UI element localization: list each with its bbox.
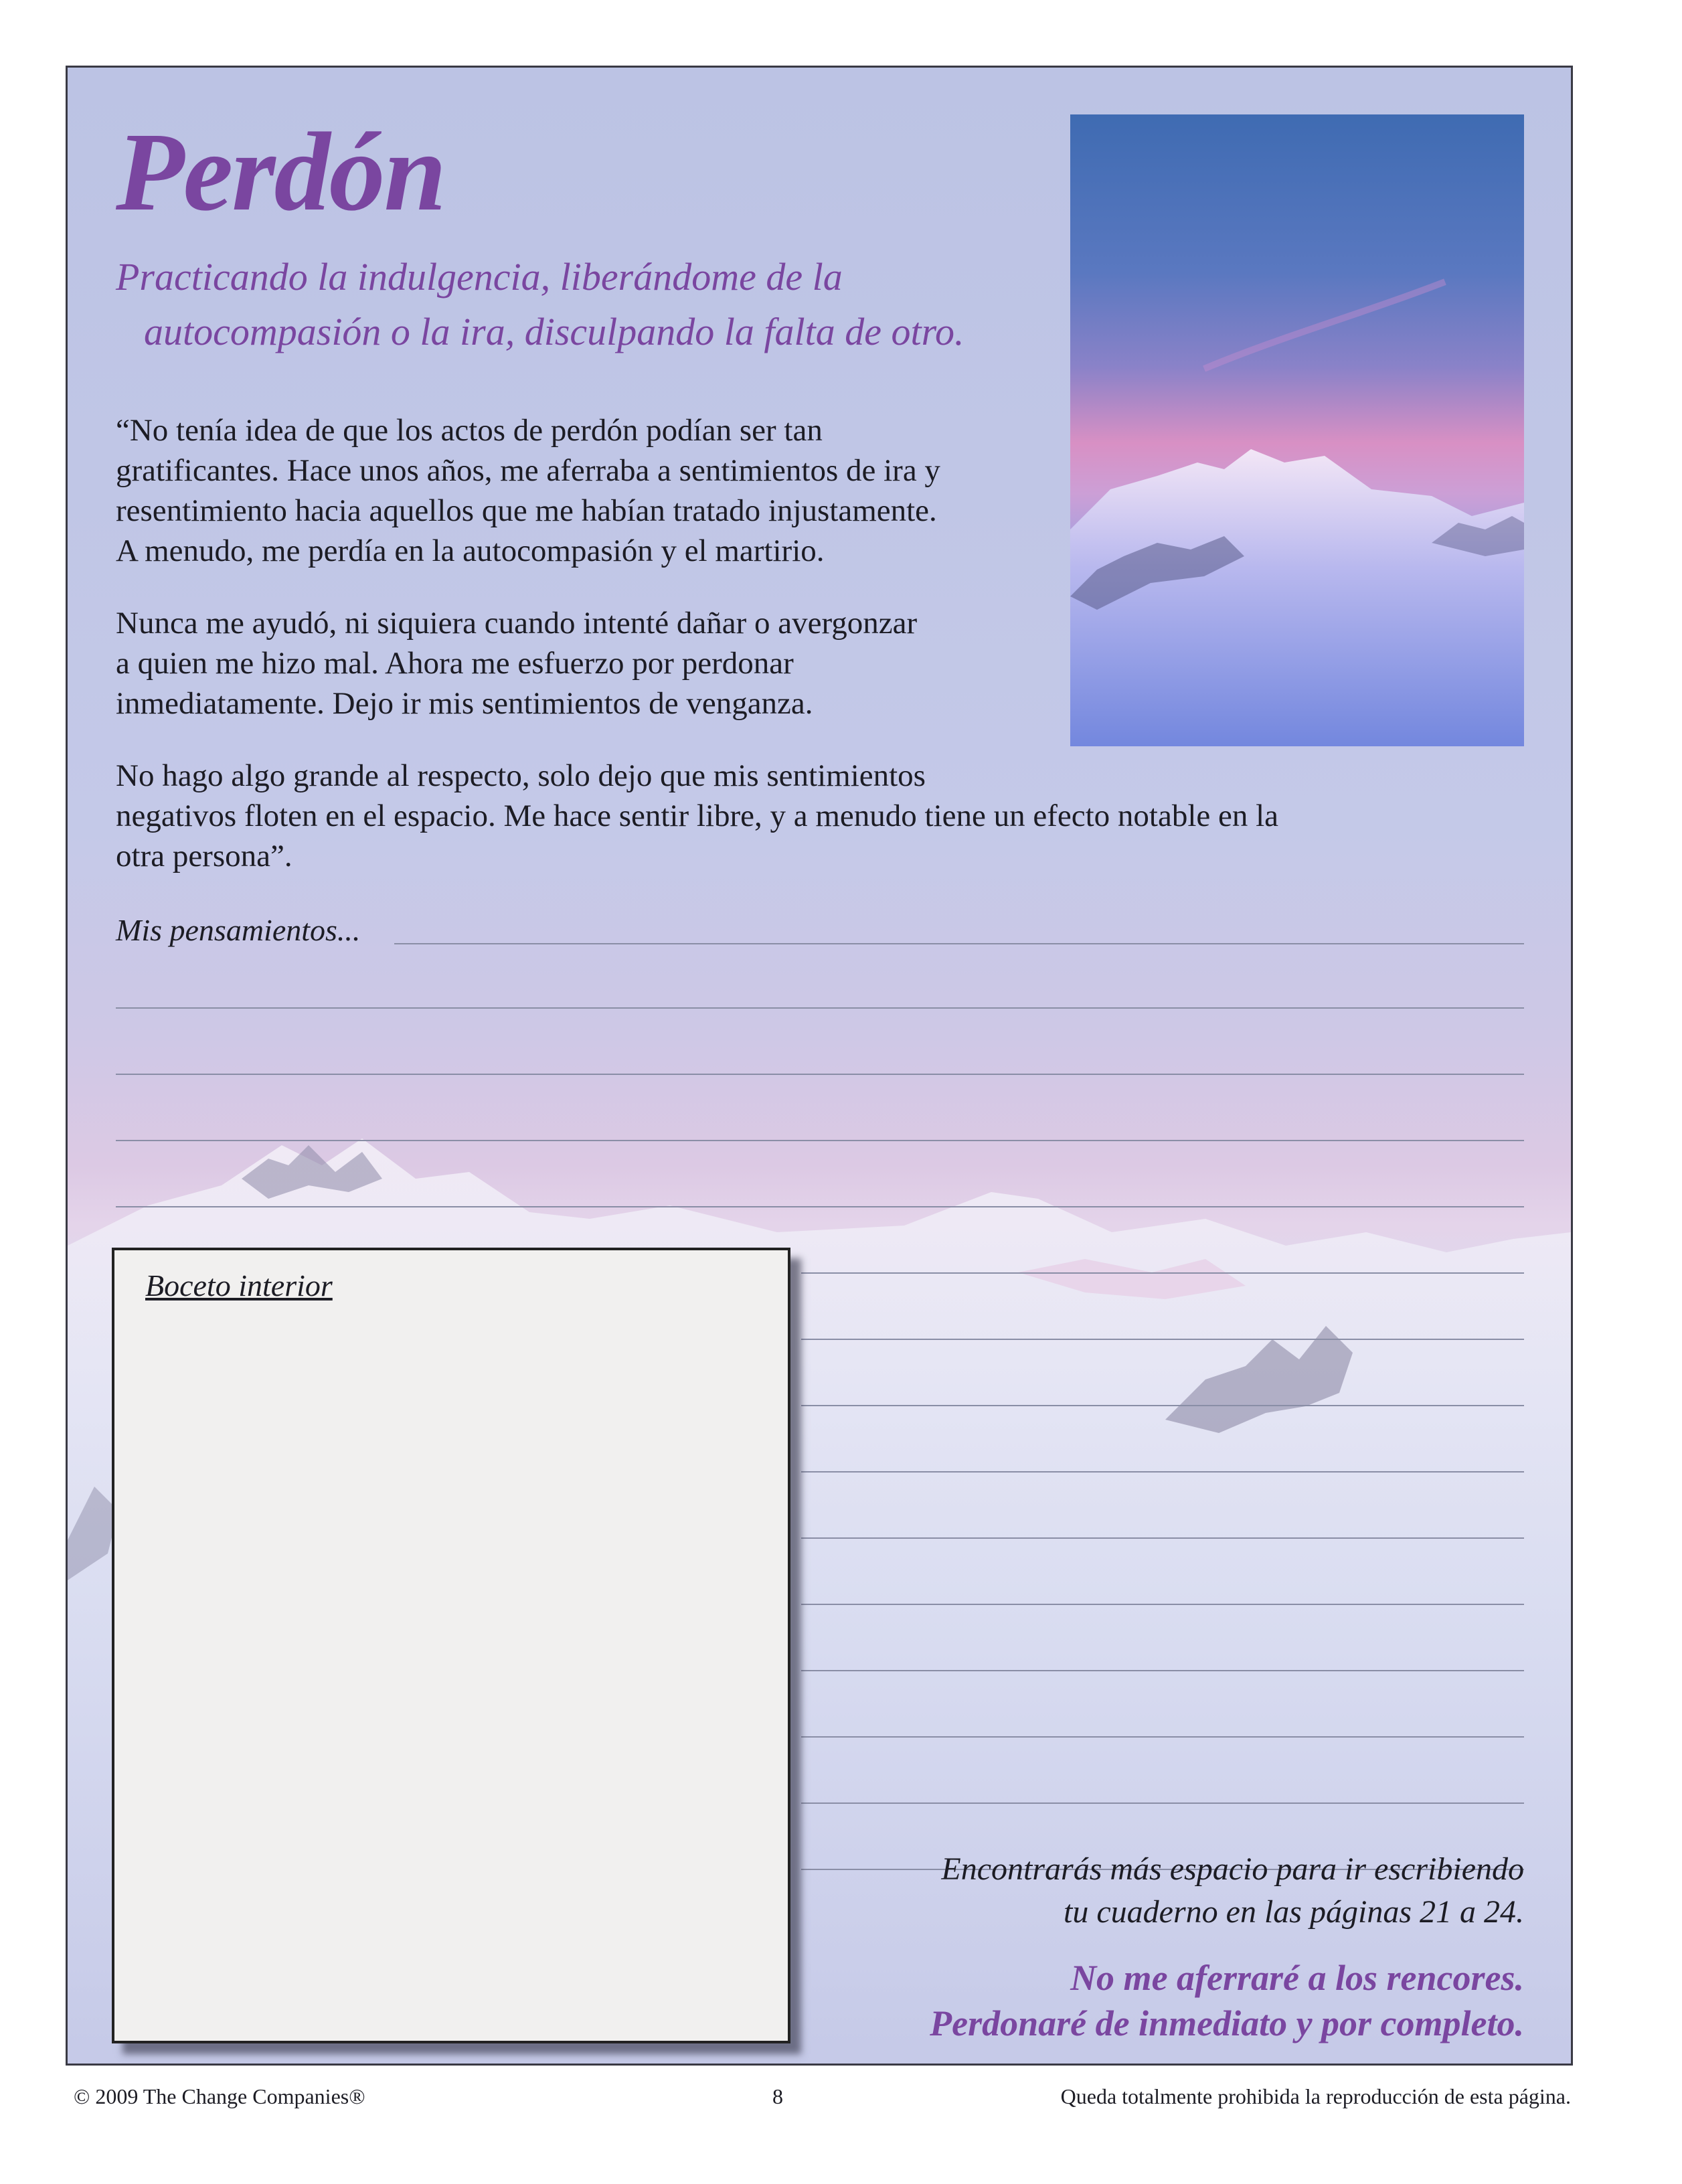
writing-line[interactable] <box>801 1802 1524 1804</box>
affirmation <box>930 1955 1524 2046</box>
writing-line[interactable] <box>801 1272 1524 1274</box>
paragraph-3 <box>116 756 1428 876</box>
p1-line-3: resentimiento hacia aquellos que me habían tratado injustamente. <box>116 493 937 528</box>
p3-line-1: No hago algo grande al respecto, solo dejo que mis sentimientos <box>116 758 926 793</box>
writing-line[interactable] <box>116 1140 1524 1141</box>
p3-line-2: negativos floten en el espacio. Me hace sentir libre, y a menudo tiene un efecto notable en la <box>116 799 1279 833</box>
paragraph-1 <box>116 410 1454 571</box>
p1-line-2: gratificantes. Hace unos años, me aferraba a sentimientos de ira y <box>116 453 940 488</box>
paragraph-2 <box>116 603 1454 724</box>
writing-line[interactable] <box>801 1471 1524 1473</box>
p2-line-1: Nunca me ayudó, ni siquiera cuando intenté dañar o avergonzar <box>116 606 918 641</box>
writing-line[interactable] <box>801 1405 1524 1406</box>
p1-line-1: “No tenía idea de que los actos de perdón podían ser tan <box>116 413 823 448</box>
page-title: Perdón <box>116 110 445 234</box>
footer-page-number: 8 <box>772 2084 783 2108</box>
footer-copyright: © 2009 The Change Companies® <box>74 2084 365 2108</box>
footer-notice: Queda totalmente prohibida la reproducción de esta página. <box>1060 2084 1571 2108</box>
thoughts-label: Mis pensamientos... <box>116 913 361 947</box>
note-line-1: Encontrarás más espacio para ir escribiendo <box>941 1851 1524 1887</box>
page-frame <box>66 66 1573 2066</box>
writing-line[interactable] <box>801 1670 1524 1671</box>
affirmation-line-1: No me aferraré a los rencores. <box>1070 1958 1524 1998</box>
subtitle-line-2: autocompasión o la ira, disculpando la falta de otro. <box>144 310 964 353</box>
p3-line-3: otra persona”. <box>116 839 292 873</box>
p2-line-3: inmediatamente. Dejo ir mis sentimientos de venganza. <box>116 686 813 721</box>
writing-line[interactable] <box>116 1007 1524 1009</box>
p1-line-4: A menudo, me perdía en la autocompasión y el martirio. <box>116 533 825 568</box>
more-space-note <box>941 1848 1524 1934</box>
note-line-2: tu cuaderno en las páginas 21 a 24. <box>1064 1894 1524 1930</box>
writing-line[interactable] <box>801 1339 1524 1340</box>
sketch-label: Boceto interior <box>145 1268 333 1303</box>
writing-line[interactable] <box>394 943 1524 944</box>
subtitle-line-1: Practicando la indulgencia, liberándome de la <box>116 255 843 299</box>
quote-body <box>116 410 1454 908</box>
writing-line[interactable] <box>801 1604 1524 1605</box>
writing-line[interactable] <box>801 1537 1524 1539</box>
writing-line[interactable] <box>116 1074 1524 1075</box>
sketch-box[interactable] <box>112 1248 790 2043</box>
page-subtitle <box>116 250 1120 359</box>
affirmation-line-2: Perdonaré de inmediato y por completo. <box>930 2003 1524 2043</box>
writing-line[interactable] <box>116 1206 1524 1207</box>
writing-line[interactable] <box>801 1736 1524 1738</box>
p2-line-2: a quien me hizo mal. Ahora me esfuerzo por perdonar <box>116 646 794 681</box>
